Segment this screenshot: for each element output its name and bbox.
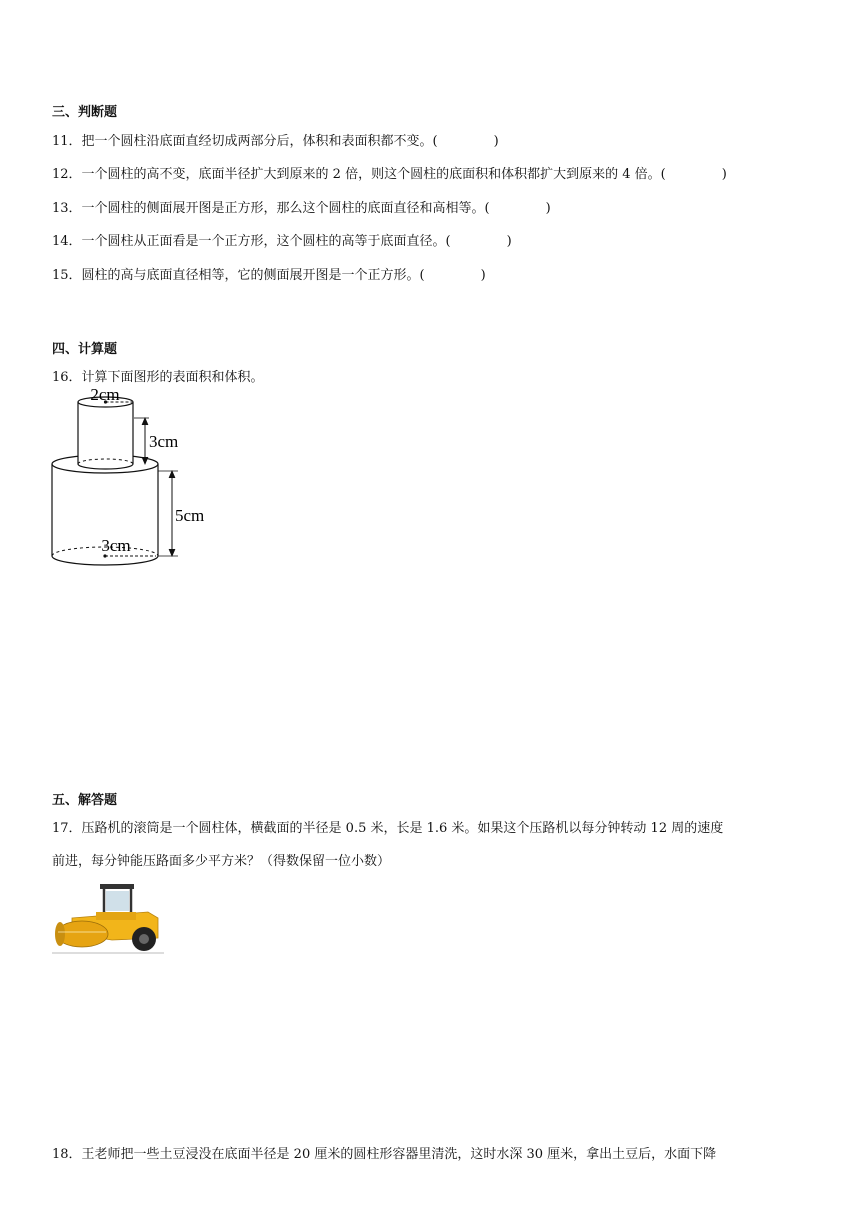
question-17-line-2: 前进，每分钟能压路面多少平方米？（得数保留一位小数） [52,854,391,869]
question-text: 12．一个圆柱的高不变，底面半径扩大到原来的 2 倍，则这个圆柱的底面积和体积都扩大到原来的 4 倍。( [52,167,666,182]
question-15 [52,264,486,283]
bottom-diameter-label: 3cm [101,536,131,555]
answer-paren-close: ) [480,268,486,283]
section-heading-application: 五、解答题 [52,793,118,808]
stacked-cylinders-figure [48,388,228,574]
question-text: 13．一个圆柱的侧面展开图是正方形，那么这个圆柱的底面直径和高相等。( [52,201,490,216]
top-height-label: 3cm [149,432,179,451]
question-14 [52,230,512,249]
answer-paren-close: ) [721,167,727,182]
question-text: 11．把一个圆柱沿底面直经切成两部分后，体积和表面积都不变。( [52,134,438,149]
answer-paren-close: ) [506,234,512,249]
bottom-height-label: 5cm [175,506,205,525]
road-roller-icon [52,882,164,956]
question-text: 14．一个圆柱从正面看是一个正方形，这个圆柱的高等于底面直径。( [52,234,451,249]
top-cylinder-front-base [78,464,133,469]
question-text: 15．圆柱的高与底面直径相等，它的侧面展开图是一个正方形。( [52,268,425,283]
section-heading-calculation: 四、计算题 [52,342,118,357]
question-18-line-1: 18．王老师把一些土豆浸没在底面半径是 20 厘米的圆柱形容器里清洗，这时水深 30 厘米，拿出土豆后，水面下降 [52,1147,717,1162]
top-diameter-label: 2cm [90,388,120,404]
answer-paren-close: ) [545,201,551,216]
question-12 [52,163,727,182]
section-heading-judgement: 三、判断题 [52,105,118,120]
question-13 [52,197,551,216]
answer-paren-close: ) [493,134,499,149]
cab-roof [100,884,134,889]
question-11 [52,130,499,149]
question-16: 16．计算下面图形的表面积和体积。 [52,370,264,385]
question-17-line-1: 17．压路机的滚筒是一个圆柱体，横截面的半径是 0.5 米，长是 1.6 米。如果这个压路机以每分钟转动 12 周的速度 [52,821,724,836]
